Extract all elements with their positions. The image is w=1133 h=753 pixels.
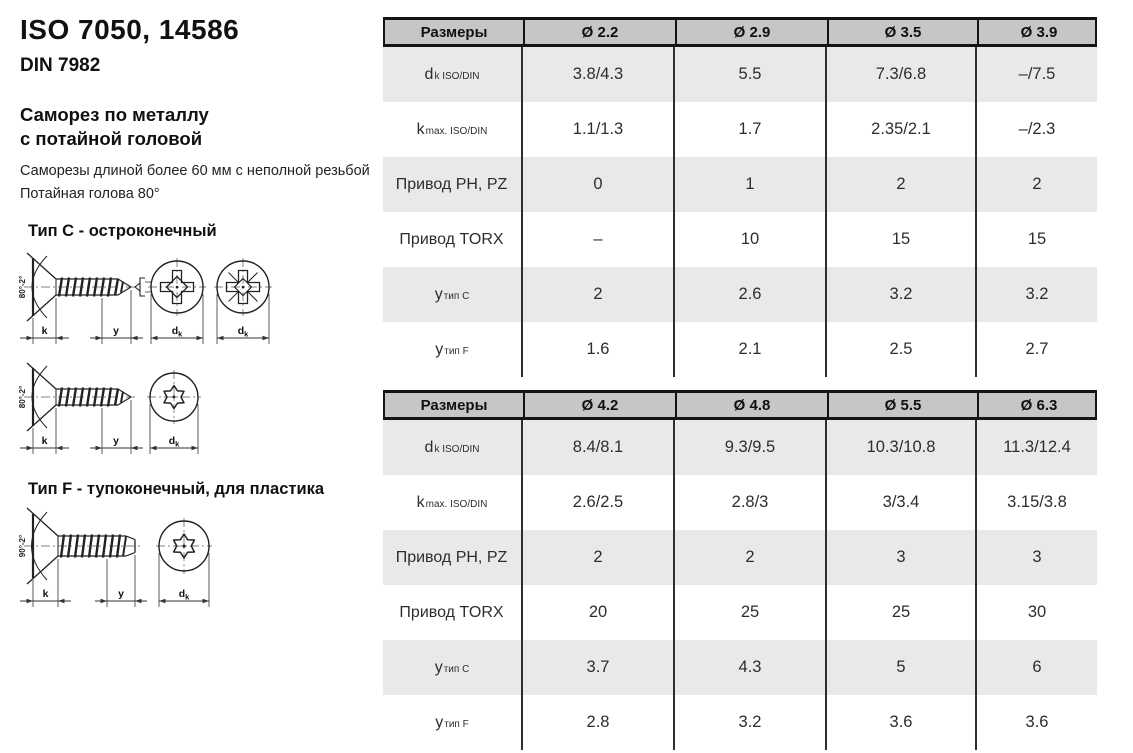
pz-recess-drawing [214, 258, 272, 344]
torx-recess-drawing [147, 370, 201, 454]
value-cell: 25 [675, 585, 827, 640]
value-cell: 30 [1027, 603, 1047, 621]
value-cell: 3.2 [1025, 285, 1049, 303]
value-cell: 3.8/4.3 [523, 47, 675, 102]
table-header-row [383, 17, 1097, 47]
product-name-line2: с потайной головой [20, 128, 203, 149]
value-cell: 3.6 [1025, 713, 1049, 731]
product-description-line1: Саморезы длиной более 60 мм с неполной резьбой [20, 163, 370, 179]
row-label: y $_{тип C}$ [383, 267, 523, 322]
product-description-line2: Потайная голова 80° [20, 186, 160, 202]
value-cell: 2.35/2.1 [827, 102, 977, 157]
row-label: Привод TORX [383, 212, 523, 267]
dim-dk-label: $d_k$ [237, 325, 249, 339]
value-cell: 2.5 [827, 322, 977, 377]
table-header-row [383, 390, 1097, 420]
recess-depth-profile [135, 278, 145, 296]
value-cell: 15 [827, 212, 977, 267]
header-cell-diameter: Ø 2.2 [525, 20, 677, 44]
value-cell: 2.7 [1025, 340, 1049, 358]
value-cell: 5 [827, 640, 977, 695]
value-cell: 2.8/3 [675, 475, 827, 530]
value-cell: 2 [523, 530, 675, 585]
row-label: k $_{max. ISO/DIN}$ [383, 475, 523, 530]
dim-y-label: y [113, 435, 119, 447]
value-cell: 1.1/1.3 [523, 102, 675, 157]
size-table-large-diameters [383, 390, 1097, 750]
value-cell: 20 [523, 585, 675, 640]
value-cell: 2.8 [523, 695, 675, 750]
value-cell: 3.2 [827, 267, 977, 322]
header-cell-diameter: Ø 3.9 [1020, 23, 1058, 41]
table-row-dk [383, 47, 1097, 102]
value-cell: 2 [827, 157, 977, 212]
value-cell: 0 [523, 157, 675, 212]
dim-k-label: k [41, 325, 48, 337]
header-cell-diameter: Ø 3.5 [829, 20, 979, 44]
header-cell-diameter: Ø 5.5 [829, 393, 979, 417]
value-cell: 2.6/2.5 [523, 475, 675, 530]
row-label: Привод TORX [383, 585, 523, 640]
value-cell: 1.6 [523, 322, 675, 377]
dim-k-label: k [41, 435, 48, 447]
row-label: Привод PH, PZ [383, 157, 523, 212]
value-cell: 10 [675, 212, 827, 267]
table-row-drive-ph-pz [383, 530, 1097, 585]
row-label: y $_{тип F}$ [383, 695, 523, 750]
product-description [20, 160, 370, 206]
row-label: d $_{k ISO/DIN}$ [383, 420, 523, 475]
value-cell: 9.3/9.5 [675, 420, 827, 475]
head-angle-label: 80°-2° [18, 385, 27, 409]
value-cell: 1 [675, 157, 827, 212]
value-cell: 11.3/12.4 [1003, 438, 1071, 456]
value-cell: 2.6 [675, 267, 827, 322]
head-angle-label: 90°-2° [18, 534, 27, 558]
type-f-screw-drawing [14, 506, 230, 616]
head-angle-label: 80°-2° [18, 275, 27, 299]
value-cell: 3.6 [827, 695, 977, 750]
value-cell: 6 [1032, 658, 1042, 676]
table-row-y-type-c [383, 640, 1097, 695]
page-title: ISO 7050, 14586 [20, 14, 240, 45]
table-row-drive-ph-pz [383, 157, 1097, 212]
type-f-drawing [14, 506, 230, 616]
row-label: d $_{k ISO/DIN}$ [383, 47, 523, 102]
table-row-drive-torx [383, 585, 1097, 640]
value-cell: 10.3/10.8 [827, 420, 977, 475]
type-c-torx-drawing [14, 362, 220, 462]
header-cell-sizes: Размеры [385, 393, 525, 417]
dim-dk-label: $d_k$ [178, 588, 190, 602]
type-c-ph-pz-drawing [14, 252, 280, 352]
value-cell: 15 [1027, 230, 1047, 248]
value-cell: 5.5 [675, 47, 827, 102]
dim-y-label: y [113, 325, 119, 337]
type-c-torx-screw-drawing [14, 362, 220, 462]
value-cell: 7.3/6.8 [827, 47, 977, 102]
table-row-dk [383, 420, 1097, 475]
size-table-small-diameters [383, 17, 1097, 377]
table-row-y-type-f [383, 695, 1097, 750]
value-cell: 2 [1032, 175, 1042, 193]
product-name [20, 103, 209, 151]
row-label: y $_{тип C}$ [383, 640, 523, 695]
dim-k-label: k [42, 588, 49, 600]
dim-y-label: y [118, 588, 124, 600]
value-cell: 3.2 [675, 695, 827, 750]
page-subtitle: DIN 7982 [20, 55, 101, 76]
product-name-line1: Саморез по металлу [20, 104, 209, 125]
header-cell-diameter: Ø 2.9 [677, 20, 829, 44]
header-cell-diameter: Ø 4.2 [525, 393, 677, 417]
value-cell: 3.15/3.8 [1007, 493, 1067, 511]
value-cell: 2 [675, 530, 827, 585]
value-cell: 3.7 [523, 640, 675, 695]
value-cell: 2.1 [675, 322, 827, 377]
dim-dk-label: $d_k$ [168, 435, 180, 449]
value-cell: –/7.5 [1018, 65, 1056, 83]
type-c-screw-side-view-drawing [14, 252, 280, 352]
value-cell: 3 [1032, 548, 1042, 566]
table-row-drive-torx [383, 212, 1097, 267]
type-f-section-title: Тип F - тупоконечный, для пластика [28, 480, 325, 498]
value-cell: 25 [827, 585, 977, 640]
row-label: Привод PH, PZ [383, 530, 523, 585]
value-cell: – [523, 212, 675, 267]
table-row-kmax [383, 475, 1097, 530]
table-row-y-type-f [383, 322, 1097, 377]
header-cell-sizes: Размеры [385, 20, 525, 44]
row-label: y $_{тип F}$ [383, 322, 523, 377]
value-cell: 3 [827, 530, 977, 585]
value-cell: –/2.3 [1018, 120, 1056, 138]
value-cell: 1.7 [675, 102, 827, 157]
value-cell: 2 [523, 267, 675, 322]
value-cell: 3/3.4 [827, 475, 977, 530]
row-label: k $_{max. ISO/DIN}$ [383, 102, 523, 157]
table-row-kmax [383, 102, 1097, 157]
value-cell: 8.4/8.1 [523, 420, 675, 475]
ph-recess-drawing [135, 258, 206, 344]
dim-dk-label: $d_k$ [171, 325, 183, 339]
torx-recess-drawing [156, 518, 212, 607]
header-cell-diameter: Ø 6.3 [1020, 396, 1058, 414]
type-c-section-title: Тип C - остроконечный [28, 222, 217, 240]
value-cell: 4.3 [675, 640, 827, 695]
table-row-y-type-c [383, 267, 1097, 322]
header-cell-diameter: Ø 4.8 [677, 393, 829, 417]
